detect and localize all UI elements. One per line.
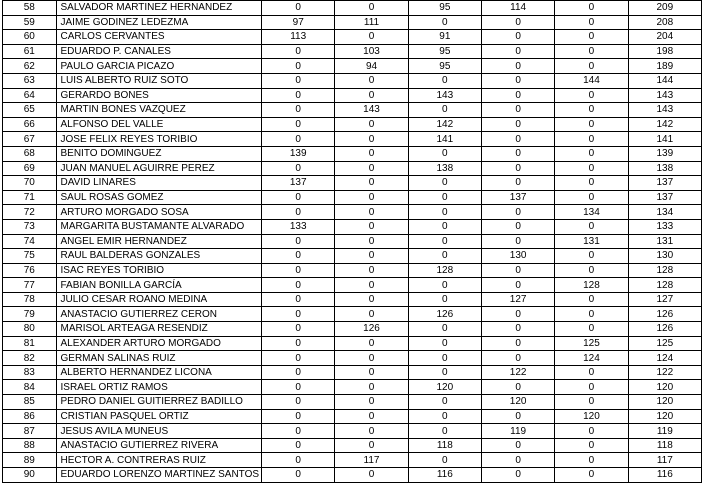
value-cell-3: 120	[408, 380, 481, 395]
rank-cell: 88	[3, 438, 57, 453]
name-cell: JULIO CESAR ROANO MEDINA	[56, 292, 262, 307]
value-cell-3: 0	[408, 453, 481, 468]
table-row	[3, 59, 702, 74]
value-cell-2: 0	[335, 278, 408, 293]
value-cell-1: 133	[262, 219, 335, 234]
value-cell-1: 0	[262, 453, 335, 468]
value-cell-3: 0	[408, 409, 481, 424]
value-cell-3: 0	[408, 424, 481, 439]
value-cell-3: 0	[408, 278, 481, 293]
table-row	[3, 30, 702, 45]
value-cell-3: 0	[408, 292, 481, 307]
value-cell-2: 0	[335, 1, 408, 16]
value-cell-4: 0	[481, 30, 554, 45]
rank-cell: 62	[3, 59, 57, 74]
value-cell-2: 0	[335, 205, 408, 220]
table-row	[3, 44, 702, 59]
name-cell: JUAN MANUEL AGUIRRE PEREZ	[56, 161, 262, 176]
value-cell-1: 113	[262, 30, 335, 45]
name-cell: ISRAEL ORTIZ RAMOS	[56, 380, 262, 395]
value-cell-3: 91	[408, 30, 481, 45]
value-cell-1: 0	[262, 278, 335, 293]
name-cell: ARTURO MORGADO SOSA	[56, 205, 262, 220]
value-cell-1: 0	[262, 292, 335, 307]
value-cell-5: 0	[555, 365, 628, 380]
value-cell-2: 0	[335, 117, 408, 132]
value-cell-2: 0	[335, 234, 408, 249]
value-cell-2: 0	[335, 263, 408, 278]
name-cell: EDUARDO LORENZO MARTINEZ SANTOS	[56, 468, 262, 483]
total-cell: 130	[628, 249, 701, 264]
value-cell-4: 0	[481, 263, 554, 278]
total-cell: 128	[628, 263, 701, 278]
total-cell: 131	[628, 234, 701, 249]
value-cell-2: 0	[335, 365, 408, 380]
total-cell: 137	[628, 190, 701, 205]
table-row	[3, 1, 702, 16]
rank-cell: 85	[3, 395, 57, 410]
value-cell-2: 0	[335, 336, 408, 351]
value-cell-1: 0	[262, 365, 335, 380]
value-cell-3: 0	[408, 234, 481, 249]
value-cell-3: 0	[408, 249, 481, 264]
name-cell: ALFONSO DEL VALLE	[56, 117, 262, 132]
table-row	[3, 249, 702, 264]
value-cell-4: 119	[481, 424, 554, 439]
name-cell: RAUL BALDERAS GONZALES	[56, 249, 262, 264]
rank-cell: 77	[3, 278, 57, 293]
value-cell-3: 0	[408, 103, 481, 118]
value-cell-1: 0	[262, 103, 335, 118]
value-cell-2: 0	[335, 307, 408, 322]
value-cell-2: 0	[335, 438, 408, 453]
total-cell: 142	[628, 117, 701, 132]
value-cell-4: 0	[481, 468, 554, 483]
value-cell-1: 0	[262, 438, 335, 453]
value-cell-4: 0	[481, 322, 554, 337]
rank-cell: 75	[3, 249, 57, 264]
value-cell-2: 0	[335, 219, 408, 234]
rank-cell: 90	[3, 468, 57, 483]
name-cell: HECTOR A. CONTRERAS RUIZ	[56, 453, 262, 468]
total-cell: 204	[628, 30, 701, 45]
value-cell-4: 0	[481, 380, 554, 395]
value-cell-4: 122	[481, 365, 554, 380]
value-cell-3: 0	[408, 73, 481, 88]
total-cell: 189	[628, 59, 701, 74]
value-cell-5: 0	[555, 15, 628, 30]
value-cell-5: 0	[555, 438, 628, 453]
value-cell-5: 0	[555, 176, 628, 191]
value-cell-5: 0	[555, 395, 628, 410]
value-cell-1: 0	[262, 190, 335, 205]
table-row	[3, 380, 702, 395]
value-cell-3: 95	[408, 59, 481, 74]
value-cell-1: 0	[262, 336, 335, 351]
value-cell-5: 0	[555, 424, 628, 439]
value-cell-3: 0	[408, 176, 481, 191]
total-cell: 118	[628, 438, 701, 453]
value-cell-3: 138	[408, 161, 481, 176]
total-cell: 125	[628, 336, 701, 351]
rank-cell: 65	[3, 103, 57, 118]
value-cell-2: 0	[335, 424, 408, 439]
total-cell: 137	[628, 176, 701, 191]
value-cell-2: 0	[335, 146, 408, 161]
value-cell-5: 0	[555, 453, 628, 468]
total-cell: 138	[628, 161, 701, 176]
table-row	[3, 190, 702, 205]
name-cell: CRISTIAN PASQUEL ORTIZ	[56, 409, 262, 424]
value-cell-5: 128	[555, 278, 628, 293]
total-cell: 120	[628, 409, 701, 424]
total-cell: 198	[628, 44, 701, 59]
table-row	[3, 322, 702, 337]
rank-cell: 84	[3, 380, 57, 395]
value-cell-3: 0	[408, 351, 481, 366]
results-table-body	[3, 1, 702, 483]
table-row	[3, 438, 702, 453]
rank-cell: 89	[3, 453, 57, 468]
rank-cell: 60	[3, 30, 57, 45]
table-row	[3, 336, 702, 351]
rank-cell: 80	[3, 322, 57, 337]
value-cell-3: 95	[408, 1, 481, 16]
table-row	[3, 453, 702, 468]
table-row	[3, 468, 702, 483]
name-cell: ALBERTO HERNANDEZ LICONA	[56, 365, 262, 380]
value-cell-5: 0	[555, 59, 628, 74]
value-cell-2: 0	[335, 88, 408, 103]
value-cell-1: 0	[262, 205, 335, 220]
name-cell: JESUS AVILA MUNEUS	[56, 424, 262, 439]
value-cell-3: 0	[408, 190, 481, 205]
rank-cell: 67	[3, 132, 57, 147]
total-cell: 209	[628, 1, 701, 16]
value-cell-4: 130	[481, 249, 554, 264]
value-cell-5: 131	[555, 234, 628, 249]
name-cell: SALVADOR MARTINEZ HERNANDEZ	[56, 1, 262, 16]
value-cell-5: 134	[555, 205, 628, 220]
rank-cell: 78	[3, 292, 57, 307]
total-cell: 127	[628, 292, 701, 307]
value-cell-1: 0	[262, 234, 335, 249]
value-cell-5: 0	[555, 103, 628, 118]
value-cell-5: 125	[555, 336, 628, 351]
value-cell-3: 128	[408, 263, 481, 278]
rank-cell: 68	[3, 146, 57, 161]
rank-cell: 74	[3, 234, 57, 249]
value-cell-1: 0	[262, 307, 335, 322]
name-cell: PEDRO DANIEL GUITIERREZ BADILLO	[56, 395, 262, 410]
value-cell-1: 0	[262, 73, 335, 88]
value-cell-5: 0	[555, 307, 628, 322]
value-cell-4: 0	[481, 409, 554, 424]
rank-cell: 63	[3, 73, 57, 88]
value-cell-2: 0	[335, 380, 408, 395]
value-cell-5: 0	[555, 146, 628, 161]
value-cell-2: 0	[335, 409, 408, 424]
value-cell-5: 0	[555, 380, 628, 395]
table-row	[3, 103, 702, 118]
total-cell: 133	[628, 219, 701, 234]
total-cell: 120	[628, 380, 701, 395]
table-row	[3, 15, 702, 30]
value-cell-5: 0	[555, 88, 628, 103]
total-cell: 208	[628, 15, 701, 30]
name-cell: ANASTACIO GUTIERREZ CERON	[56, 307, 262, 322]
rank-cell: 69	[3, 161, 57, 176]
value-cell-1: 0	[262, 380, 335, 395]
table-row	[3, 146, 702, 161]
value-cell-2: 0	[335, 249, 408, 264]
value-cell-1: 0	[262, 424, 335, 439]
rank-cell: 79	[3, 307, 57, 322]
value-cell-2: 0	[335, 395, 408, 410]
value-cell-4: 0	[481, 44, 554, 59]
rank-cell: 73	[3, 219, 57, 234]
name-cell: ISAC REYES TORIBIO	[56, 263, 262, 278]
table-row	[3, 219, 702, 234]
value-cell-3: 0	[408, 336, 481, 351]
value-cell-1: 0	[262, 263, 335, 278]
table-row	[3, 161, 702, 176]
value-cell-1: 0	[262, 468, 335, 483]
total-cell: 119	[628, 424, 701, 439]
value-cell-4: 0	[481, 219, 554, 234]
value-cell-5: 0	[555, 117, 628, 132]
value-cell-1: 0	[262, 161, 335, 176]
value-cell-3: 0	[408, 365, 481, 380]
total-cell: 126	[628, 322, 701, 337]
name-cell: MARGARITA BUSTAMANTE ALVARADO	[56, 219, 262, 234]
value-cell-4: 137	[481, 190, 554, 205]
table-row	[3, 263, 702, 278]
table-row	[3, 409, 702, 424]
rank-cell: 87	[3, 424, 57, 439]
total-cell: 144	[628, 73, 701, 88]
value-cell-3: 0	[408, 146, 481, 161]
value-cell-3: 95	[408, 44, 481, 59]
value-cell-1: 0	[262, 44, 335, 59]
value-cell-1: 0	[262, 117, 335, 132]
value-cell-3: 143	[408, 88, 481, 103]
name-cell: ALEXANDER ARTURO MORGADO	[56, 336, 262, 351]
name-cell: EDUARDO P. CANALES	[56, 44, 262, 59]
table-row	[3, 278, 702, 293]
value-cell-1: 0	[262, 249, 335, 264]
table-row	[3, 73, 702, 88]
value-cell-2: 103	[335, 44, 408, 59]
rank-cell: 71	[3, 190, 57, 205]
rank-cell: 72	[3, 205, 57, 220]
name-cell: GERMAN SALINAS RUIZ	[56, 351, 262, 366]
value-cell-4: 0	[481, 59, 554, 74]
name-cell: BENITO DOMINGUEZ	[56, 146, 262, 161]
value-cell-4: 0	[481, 278, 554, 293]
value-cell-4: 0	[481, 351, 554, 366]
value-cell-3: 118	[408, 438, 481, 453]
value-cell-4: 0	[481, 453, 554, 468]
name-cell: LUIS ALBERTO RUIZ SOTO	[56, 73, 262, 88]
value-cell-1: 0	[262, 322, 335, 337]
value-cell-1: 0	[262, 59, 335, 74]
value-cell-5: 120	[555, 409, 628, 424]
table-row	[3, 424, 702, 439]
value-cell-1: 139	[262, 146, 335, 161]
name-cell: MARISOL ARTEAGA RESENDIZ	[56, 322, 262, 337]
value-cell-1: 0	[262, 409, 335, 424]
value-cell-2: 0	[335, 351, 408, 366]
rank-cell: 81	[3, 336, 57, 351]
value-cell-1: 0	[262, 395, 335, 410]
total-cell: 134	[628, 205, 701, 220]
rank-cell: 58	[3, 1, 57, 16]
value-cell-3: 0	[408, 322, 481, 337]
value-cell-5: 0	[555, 249, 628, 264]
value-cell-2: 0	[335, 30, 408, 45]
name-cell: MARTIN BONES VAZQUEZ	[56, 103, 262, 118]
value-cell-5: 124	[555, 351, 628, 366]
value-cell-1: 97	[262, 15, 335, 30]
name-cell: ANGEL EMIR HERNANDEZ	[56, 234, 262, 249]
value-cell-2: 0	[335, 132, 408, 147]
value-cell-5: 0	[555, 292, 628, 307]
table-row	[3, 365, 702, 380]
value-cell-4: 0	[481, 234, 554, 249]
value-cell-4: 0	[481, 161, 554, 176]
value-cell-4: 0	[481, 73, 554, 88]
value-cell-4: 0	[481, 117, 554, 132]
table-row	[3, 395, 702, 410]
value-cell-2: 0	[335, 468, 408, 483]
name-cell: ANASTACIO GUTIERREZ RIVERA	[56, 438, 262, 453]
name-cell: DAVID LINARES	[56, 176, 262, 191]
value-cell-5: 0	[555, 190, 628, 205]
value-cell-2: 117	[335, 453, 408, 468]
value-cell-3: 116	[408, 468, 481, 483]
value-cell-5: 0	[555, 44, 628, 59]
results-table	[2, 0, 702, 483]
rank-cell: 70	[3, 176, 57, 191]
value-cell-3: 142	[408, 117, 481, 132]
value-cell-1: 137	[262, 176, 335, 191]
total-cell: 141	[628, 132, 701, 147]
value-cell-2: 126	[335, 322, 408, 337]
rank-cell: 59	[3, 15, 57, 30]
value-cell-3: 141	[408, 132, 481, 147]
value-cell-1: 0	[262, 1, 335, 16]
name-cell: FABIAN BONILLA GARCÍA	[56, 278, 262, 293]
value-cell-3: 0	[408, 15, 481, 30]
value-cell-4: 0	[481, 176, 554, 191]
name-cell: SAUL ROSAS GOMEZ	[56, 190, 262, 205]
table-row	[3, 117, 702, 132]
total-cell: 143	[628, 103, 701, 118]
value-cell-4: 0	[481, 15, 554, 30]
value-cell-5: 0	[555, 468, 628, 483]
value-cell-3: 0	[408, 395, 481, 410]
value-cell-4: 0	[481, 88, 554, 103]
table-row	[3, 292, 702, 307]
value-cell-5: 144	[555, 73, 628, 88]
value-cell-4: 0	[481, 336, 554, 351]
total-cell: 139	[628, 146, 701, 161]
value-cell-1: 0	[262, 132, 335, 147]
rank-cell: 76	[3, 263, 57, 278]
rank-cell: 61	[3, 44, 57, 59]
total-cell: 116	[628, 468, 701, 483]
value-cell-4: 0	[481, 146, 554, 161]
table-row	[3, 132, 702, 147]
name-cell: GERARDO BONES	[56, 88, 262, 103]
value-cell-5: 0	[555, 161, 628, 176]
total-cell: 117	[628, 453, 701, 468]
rank-cell: 66	[3, 117, 57, 132]
table-row	[3, 234, 702, 249]
value-cell-5: 0	[555, 1, 628, 16]
value-cell-4: 127	[481, 292, 554, 307]
rank-cell: 82	[3, 351, 57, 366]
value-cell-2: 0	[335, 190, 408, 205]
value-cell-3: 0	[408, 205, 481, 220]
table-row	[3, 205, 702, 220]
table-row	[3, 88, 702, 103]
rank-cell: 86	[3, 409, 57, 424]
total-cell: 126	[628, 307, 701, 322]
value-cell-2: 111	[335, 15, 408, 30]
total-cell: 143	[628, 88, 701, 103]
name-cell: JAIME GODINEZ LEDEZMA	[56, 15, 262, 30]
value-cell-4: 0	[481, 205, 554, 220]
value-cell-2: 0	[335, 176, 408, 191]
value-cell-1: 0	[262, 88, 335, 103]
total-cell: 128	[628, 278, 701, 293]
value-cell-1: 0	[262, 351, 335, 366]
table-row	[3, 176, 702, 191]
value-cell-2: 143	[335, 103, 408, 118]
value-cell-5: 0	[555, 30, 628, 45]
value-cell-4: 0	[481, 132, 554, 147]
rank-cell: 64	[3, 88, 57, 103]
name-cell: PAULO GARCIA PICAZO	[56, 59, 262, 74]
value-cell-4: 120	[481, 395, 554, 410]
table-row	[3, 307, 702, 322]
value-cell-3: 0	[408, 219, 481, 234]
total-cell: 120	[628, 395, 701, 410]
name-cell: CARLOS CERVANTES	[56, 30, 262, 45]
value-cell-2: 0	[335, 161, 408, 176]
value-cell-5: 0	[555, 219, 628, 234]
value-cell-4: 0	[481, 103, 554, 118]
value-cell-2: 0	[335, 73, 408, 88]
value-cell-4: 0	[481, 438, 554, 453]
total-cell: 122	[628, 365, 701, 380]
value-cell-4: 114	[481, 1, 554, 16]
value-cell-5: 0	[555, 263, 628, 278]
value-cell-2: 94	[335, 59, 408, 74]
name-cell: JOSE FELIX REYES TORIBIO	[56, 132, 262, 147]
value-cell-3: 126	[408, 307, 481, 322]
table-row	[3, 351, 702, 366]
total-cell: 124	[628, 351, 701, 366]
value-cell-5: 0	[555, 132, 628, 147]
value-cell-5: 0	[555, 322, 628, 337]
rank-cell: 83	[3, 365, 57, 380]
value-cell-2: 0	[335, 292, 408, 307]
value-cell-4: 0	[481, 307, 554, 322]
